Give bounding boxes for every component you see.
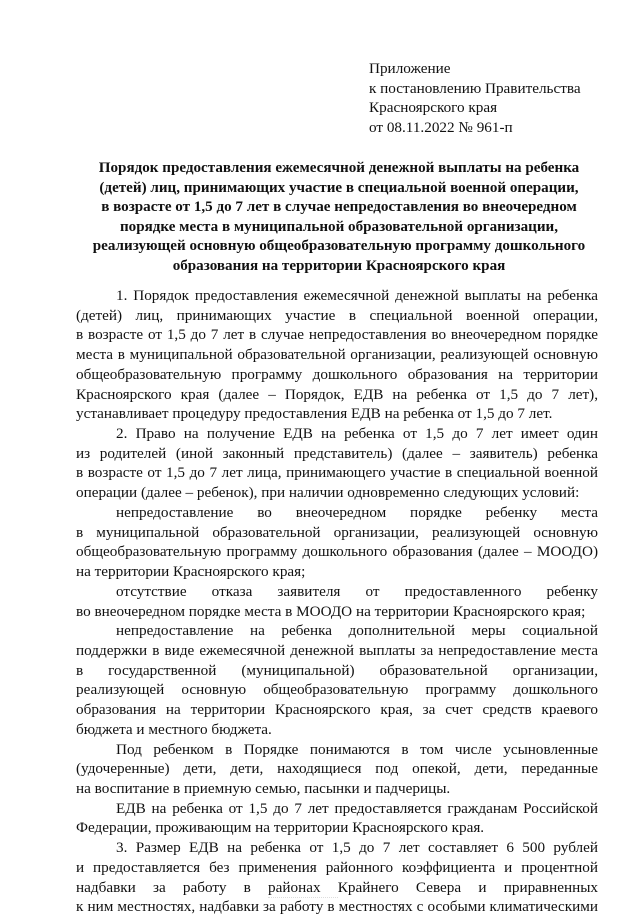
body-line: реализующей основную общеобразовательную программу дошкольного xyxy=(76,681,598,699)
body-line: общеобразовательную программу дошкольного образования на территории xyxy=(76,365,598,383)
body-line: места в муниципальной образовательной организации, реализующей основную xyxy=(76,346,598,364)
title-line: Порядок предоставления ежемесячной денежной выплаты на ребенка xyxy=(98,160,580,176)
body-line: на территории Красноярского края; xyxy=(76,563,306,581)
body-line: образования на территории Красноярского края, за счет средств краевого xyxy=(76,701,598,719)
body-line: надбавки за работу в районах Крайнего Севера и приравненных xyxy=(76,878,598,896)
body-line: в государственной (муниципальной) образовательной организации, xyxy=(76,661,598,679)
body-line: отсутствие отказа заявителя от предоставленного ребенку xyxy=(116,582,598,600)
body-line: Красноярского края (далее – Порядок, ЕДВ на ребенка от 1,5 до 7 лет), xyxy=(76,385,598,403)
body-line: к ним местностях, надбавки за работу в местностях с особыми климатическими xyxy=(76,898,598,916)
body-line: в возрасте от 1,5 до 7 лет лица, принимающего участие в специальной военной xyxy=(76,464,598,482)
body-line: в возрасте от 1,5 до 7 лет в случае непредоставления во внеочередном порядке xyxy=(76,326,598,344)
body-line: бюджета и местного бюджета. xyxy=(76,720,272,738)
body-line: поддержки в виде ежемесячной денежной выплаты за непредоставление места xyxy=(76,641,598,659)
appendix-line: Красноярского края xyxy=(369,99,498,116)
body-line: (удочеренные) дети, дети, находящиеся под опекой, дети, переданные xyxy=(76,760,598,778)
body-line: устанавливает процедуру предоставления ЕДВ на ребенка от 1,5 до 7 лет. xyxy=(76,405,553,423)
body-line: непредоставление на ребенка дополнительной меры социальной xyxy=(116,622,598,640)
body-line: 2. Право на получение ЕДВ на ребенка от 1,5 до 7 лет имеет один xyxy=(116,425,598,443)
appendix-line: Приложение xyxy=(369,60,451,77)
body-line: Федерации, проживающим на территории Красноярского края. xyxy=(76,819,485,837)
body-line: на воспитание в приемную семью, пасынки и падчерицы. xyxy=(76,779,451,797)
body-line: во внеочередном порядке места в МООДО на территории Красноярского края; xyxy=(76,602,586,620)
appendix-line: к постановлению Правительства xyxy=(369,79,581,97)
body-line: 3. Размер ЕДВ на ребенка от 1,5 до 7 лет составляет 6 500 рублей xyxy=(116,839,598,857)
body-line: в муниципальной образовательной организации, реализующей основную xyxy=(76,523,598,541)
page-bottom-mark xyxy=(268,897,338,904)
body-line: и предоставляется без применения районного коэффициента и процентной xyxy=(76,858,598,876)
document-title xyxy=(74,159,604,277)
body-line: непредоставление во внеочередном порядке ребенку места xyxy=(116,503,598,521)
body-line: ЕДВ на ребенка от 1,5 до 7 лет предоставляется гражданам Российской xyxy=(116,799,598,817)
title-line: в возрасте от 1,5 до 7 лет в случае непредоставления во внеочередном xyxy=(101,199,577,216)
body-line: общеобразовательную программу дошкольного образования (далее – МООДО) xyxy=(76,543,598,561)
title-line: образования на территории Красноярского края xyxy=(172,257,506,274)
document-body xyxy=(76,286,598,917)
body-line: (детей) лиц, принимающих участие в специальной военной операции, xyxy=(76,306,598,324)
title-line: реализующей основную общеобразовательную программу дошкольного xyxy=(92,238,586,255)
body-line: Под ребенком в Порядке понимаются в том числе усыновленные xyxy=(116,740,598,758)
title-line: порядке места в муниципальной образовательной организации, xyxy=(119,218,559,235)
appendix-date-line: от 08.11.2022 № 961-п xyxy=(369,118,513,136)
body-line: операции (далее – ребенок), при наличии одновременно следующих условий: xyxy=(76,484,580,502)
body-line: из родителей (иной законный представитель) (далее – заявитель) ребенка xyxy=(76,444,598,462)
appendix-header xyxy=(369,59,629,137)
body-line: 1. Порядок предоставления ежемесячной денежной выплаты на ребенка xyxy=(116,287,598,304)
title-line: (детей) лиц, принимающих участие в специальной военной операции, xyxy=(99,179,579,196)
